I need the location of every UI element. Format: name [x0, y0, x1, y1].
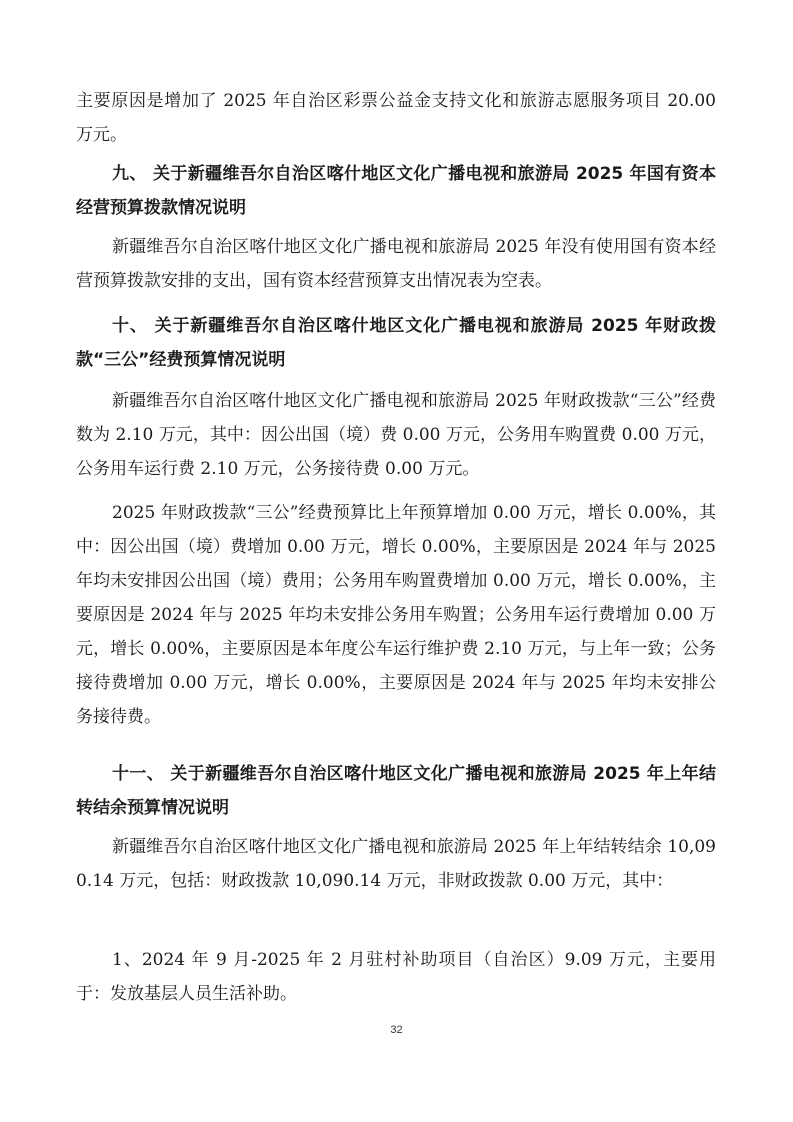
paragraph-continued: 主要原因是增加了 2025 年自治区彩票公益金支持文化和旅游志愿服务项目 20.00 万元。	[76, 91, 716, 145]
paragraph-item-1: 1、2024 年 9 月-2025 年 2 月驻村补助项目（自治区）9.09 万元，主要用于：发放基层人员生活补助。	[76, 950, 716, 1004]
section-heading-10: 十、 关于新疆维吾尔自治区喀什地区文化广播电视和旅游局 2025 年财政拨款“三公”经费预算情况说明	[76, 316, 716, 370]
paragraph-section-10-a: 新疆维吾尔自治区喀什地区文化广播电视和旅游局 2025 年财政拨款“三公”经费数为 2.10 万元，其中：因公出国（境）费 0.00 万元，公务用车购置费 0.00 万元，公务用车运行费 2.10 万元，公务接待费 0.00 万元。	[76, 391, 716, 479]
section-heading-11: 十一、 关于新疆维吾尔自治区喀什地区文化广播电视和旅游局 2025 年上年结转结余预算情况说明	[76, 764, 716, 818]
paragraph-section-10-b: 2025 年财政拨款“三公”经费预算比上年预算增加 0.00 万元，增长 0.00%，其中：因公出国（境）费增加 0.00 万元，增长 0.00%，主要原因是 2024 年与 2025 年均未安排因公出国（境）费用；公务用车购置费增加 0.00 万元，增长 0.00%，主要原因是 2024 年与 2025 年均未安排公务用车购置；公务用车运行费增加 0.00 万元，增长 0.00%，主要原因是本年度公车运行维护费 2.10 万元，与上年一致；公务接待费增加 0.00 万元，增长 0.00%，主要原因是 2024 年与 2025 年均未安排公务接待费。	[76, 503, 716, 727]
section-heading-9: 九、 关于新疆维吾尔自治区喀什地区文化广播电视和旅游局 2025 年国有资本经营预算拨款情况说明	[76, 164, 716, 218]
page-number: 32	[390, 1024, 403, 1036]
paragraph-section-9: 新疆维吾尔自治区喀什地区文化广播电视和旅游局 2025 年没有使用国有资本经营预算拨款安排的支出，国有资本经营预算支出情况表为空表。	[76, 237, 716, 291]
paragraph-section-11: 新疆维吾尔自治区喀什地区文化广播电视和旅游局 2025 年上年结转结余 10,090.14 万元，包括：财政拨款 10,090.14 万元，非财政拨款 0.00 万元，其中：	[76, 837, 716, 891]
